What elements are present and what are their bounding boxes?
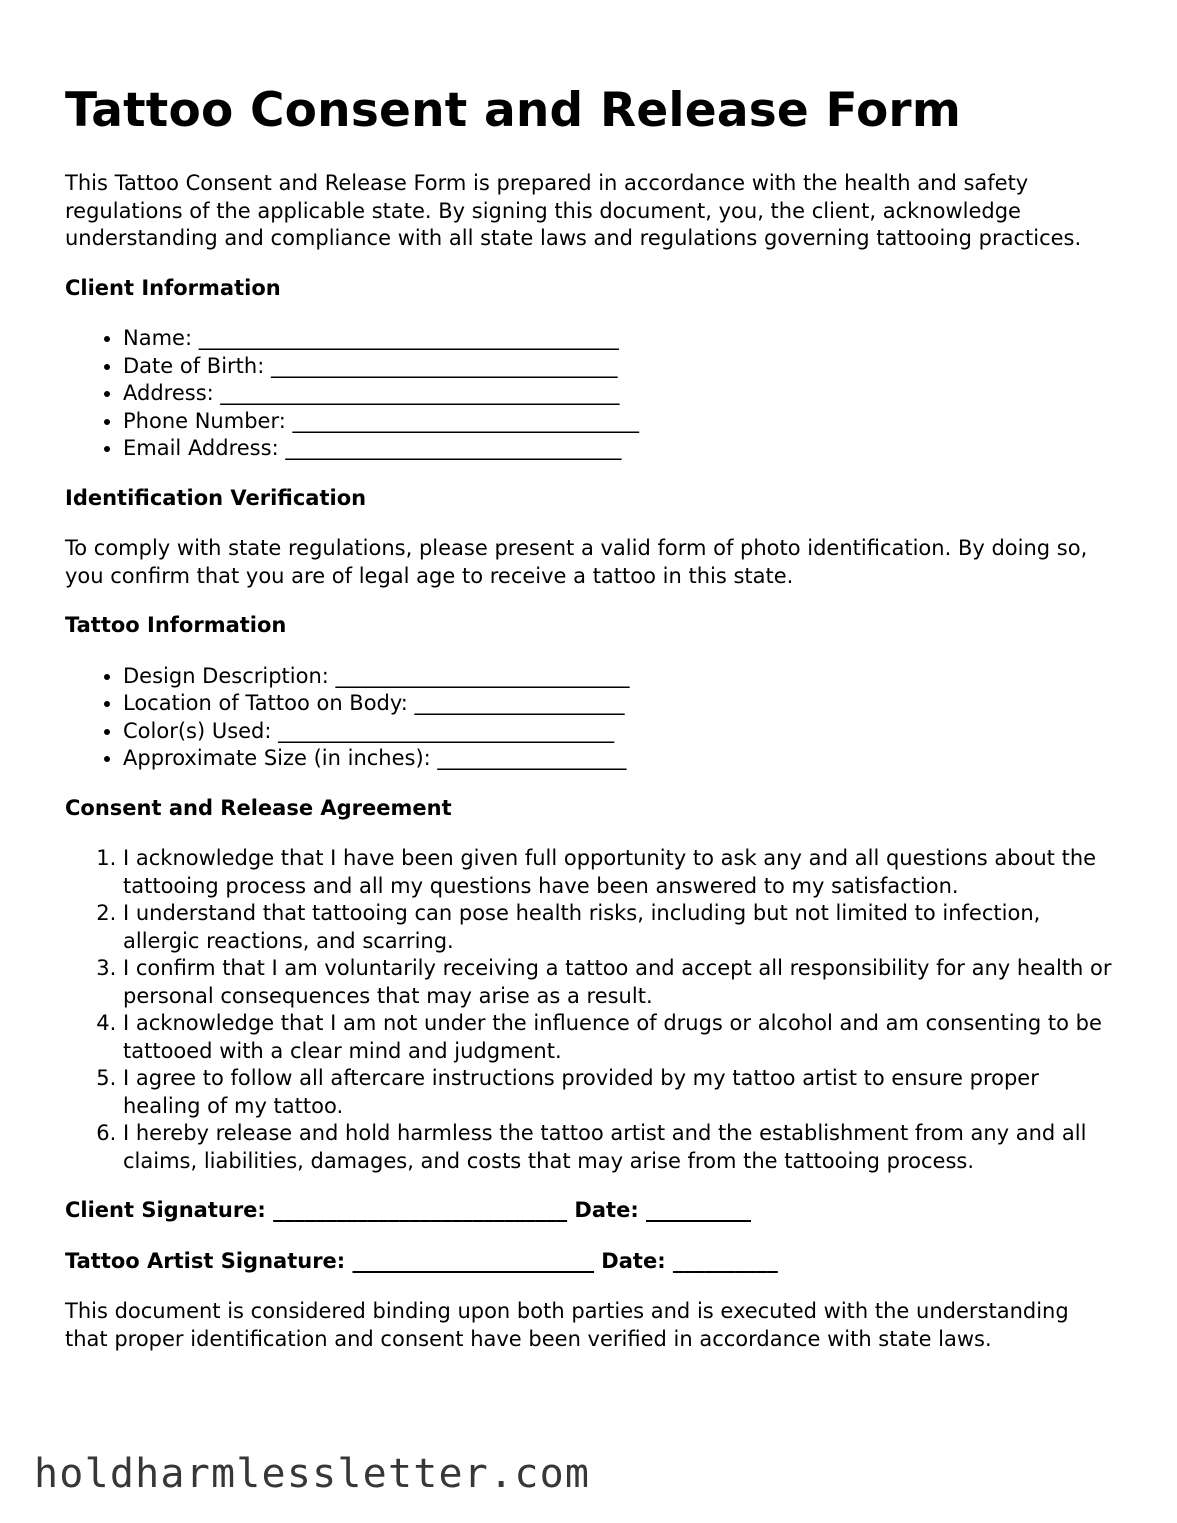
tattoo-size-field: • Approximate Size (in inches): __________________ <box>123 745 1115 773</box>
client-information-heading: Client Information <box>65 275 281 300</box>
client-name-field: • Name: ________________________________________ <box>123 325 1115 353</box>
agreement-item: 1. I acknowledge that I have been given full opportunity to ask any and all questions about the tattooing process and all my questions have been answered to my satisfaction. <box>123 845 1115 900</box>
document-title: Tattoo Consent and Release Form <box>65 83 961 138</box>
agreement-list <box>65 845 1115 1175</box>
agreement-item: 5. I agree to follow all aftercare instructions provided by my tattoo artist to ensure proper healing of my tattoo. <box>123 1065 1115 1120</box>
tattoo-information-heading: Tattoo Information <box>65 613 287 637</box>
tattoo-information-list <box>65 663 1115 773</box>
client-address-field: • Address: ______________________________________ <box>123 380 1115 408</box>
agreement-item: 3. I confirm that I am voluntarily receiving a tattoo and accept all responsibility for any health or personal consequences that may arise as a result. <box>123 955 1115 1010</box>
identification-paragraph: To comply with state regulations, please present a valid form of photo identification. By doing so, you confirm that you are of legal age to receive a tattoo in this state. <box>65 536 1088 588</box>
agreement-item: 6. I hereby release and hold harmless the tattoo artist and the establishment from any and all claims, liabilities, damages, and costs that may arise from the tattooing process. <box>123 1120 1115 1175</box>
closing-paragraph: This document is considered binding upon both parties and is executed with the understanding that proper identification and consent have been verified in accordance with state laws. <box>65 1299 1069 1351</box>
intro-paragraph: This Tattoo Consent and Release Form is prepared in accordance with the health and safety regulations of the applicable state. By signing this document, you, the client, acknowledge understanding and compliance with all state laws and regulations governing tattooing practices. <box>65 171 1082 250</box>
client-information-list <box>65 325 1115 463</box>
site-watermark: holdharmlessletter.com <box>34 1451 591 1497</box>
client-phone-field: • Phone Number: _________________________________ <box>123 408 1115 436</box>
client-dob-field: • Date of Birth: _________________________________ <box>123 353 1115 381</box>
agreement-item: 4. I acknowledge that I am not under the influence of drugs or alcohol and am consenting to be tattooed with a clear mind and judgment. <box>123 1010 1115 1065</box>
tattoo-colors-field: • Color(s) Used: ________________________________ <box>123 718 1115 746</box>
identification-heading: Identification Verification <box>65 485 367 510</box>
client-email-field: • Email Address: ________________________________ <box>123 435 1115 463</box>
agreement-heading: Consent and Release Agreement <box>65 795 452 820</box>
design-description-field: • Design Description: ____________________________ <box>123 663 1115 691</box>
agreement-item: 2. I understand that tattooing can pose health risks, including but not limited to infection, allergic reactions, and scarring. <box>123 900 1115 955</box>
tattoo-location-field: • Location of Tattoo on Body: ____________________ <box>123 690 1115 718</box>
artist-signature-line: Tattoo Artist Signature: _______________________ Date: __________ <box>65 1248 778 1273</box>
client-signature-line: Client Signature: ____________________________ Date: __________ <box>65 1198 752 1222</box>
document-page <box>65 82 1115 1375</box>
